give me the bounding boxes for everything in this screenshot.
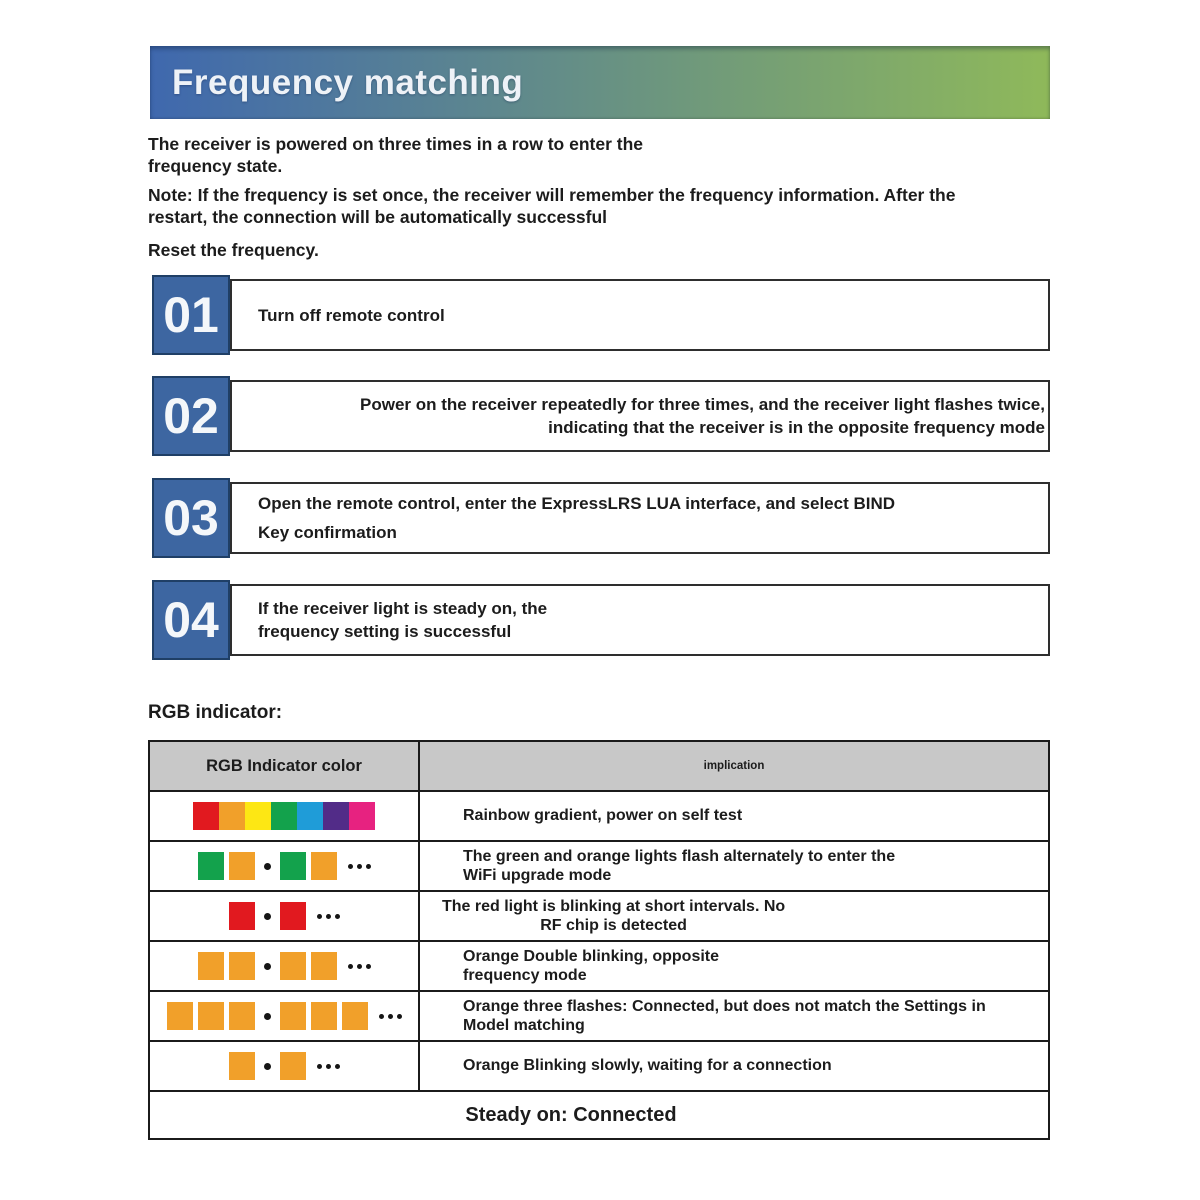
repeat-ellipsis-icon (348, 864, 371, 869)
swatch-yellow (245, 802, 271, 830)
swatch-green (271, 802, 297, 830)
implication-line: Orange three flashes: Connected, but does not match the Settings in (463, 997, 986, 1015)
indicator-row-6 (150, 1042, 1048, 1092)
implication-text (463, 806, 1048, 826)
repeat-ellipsis-icon (317, 914, 340, 919)
step-text-box (230, 380, 1050, 452)
step-text (232, 489, 1048, 547)
column-header-implication: implication (703, 760, 765, 772)
blink-pause-dot-icon (264, 963, 271, 970)
blink-pause-dot-icon (264, 1063, 271, 1070)
implication-line: RF chip is detected (540, 917, 687, 934)
implication-line: frequency mode (463, 967, 587, 984)
swatch-orange (311, 1002, 337, 1030)
swatch-group (280, 952, 337, 980)
step-line: frequency setting is successful (258, 622, 512, 641)
implication-cell (420, 992, 1048, 1040)
repeat-ellipsis-icon (317, 1064, 340, 1069)
step-01 (148, 275, 1050, 355)
indicator-pattern-cell (150, 792, 420, 840)
step-04 (148, 580, 1050, 660)
note-line-2: restart, the connection will be automatically successful (148, 207, 608, 227)
blink-pause-dot-icon (264, 913, 271, 920)
implication-text (463, 997, 1048, 1036)
step-number-02: 02 (152, 376, 230, 456)
swatch-orange (311, 852, 337, 880)
implication-text (463, 1056, 1048, 1076)
table-body (150, 792, 1048, 1092)
swatch-group (198, 852, 255, 880)
blink-pause-dot-icon (264, 1013, 271, 1020)
step-number-01: 01 (152, 275, 230, 355)
indicator-pattern-cell (150, 942, 420, 990)
implication-cell (420, 942, 1048, 990)
indicator-row-1 (150, 792, 1048, 842)
swatch-orange (311, 952, 337, 980)
intro-paragraph (148, 133, 1050, 177)
implication-line: WiFi upgrade mode (463, 867, 612, 884)
intro-line-2: frequency state. (148, 156, 283, 176)
swatch-orange (280, 952, 306, 980)
rgb-indicator-table (148, 740, 1050, 1140)
title-banner (150, 46, 1050, 119)
step-text-box (230, 482, 1050, 554)
swatch-green (198, 852, 224, 880)
step-text-box (230, 279, 1050, 351)
implication-text (463, 947, 1048, 986)
swatch-red (280, 902, 306, 930)
page-title: Frequency matching (172, 62, 524, 102)
intro-line-1: The receiver is powered on three times in a row to enter the (148, 134, 643, 154)
swatch-orange (198, 1002, 224, 1030)
swatch-orange (229, 852, 255, 880)
swatch-orange (219, 802, 245, 830)
reset-frequency-line: Reset the frequency. (148, 240, 319, 260)
swatch-group (280, 1052, 306, 1080)
step-text-box (230, 584, 1050, 656)
steady-on-footer: Steady on: Connected (465, 1103, 677, 1126)
blink-pause-dot-icon (264, 863, 271, 870)
implication-line: Orange Double blinking, opposite (463, 947, 720, 965)
repeat-ellipsis-icon (348, 964, 371, 969)
swatch-group (229, 902, 255, 930)
intro-section (148, 133, 1050, 261)
swatch-orange (198, 952, 224, 980)
indicator-pattern-cell (150, 842, 420, 890)
swatch-orange (229, 952, 255, 980)
step-line: indicating that the receiver is in the opposite frequency mode (548, 418, 1045, 437)
steps-section (148, 275, 1050, 665)
swatch-green (280, 852, 306, 880)
rgb-indicator-label: RGB indicator: (148, 702, 283, 723)
swatch-blue (297, 802, 323, 830)
swatch-orange (342, 1002, 368, 1030)
indicator-pattern-cell (150, 1042, 420, 1090)
implication-line: The red light is blinking at short intervals. No (442, 897, 786, 915)
swatch-group (280, 852, 337, 880)
table-header-row (150, 742, 1048, 792)
step-text (232, 597, 1048, 643)
step-text (232, 393, 1048, 439)
repeat-ellipsis-icon (379, 1014, 402, 1019)
indicator-row-5 (150, 992, 1048, 1042)
indicator-row-3 (150, 892, 1048, 942)
swatch-group (167, 1002, 255, 1030)
implication-line: The green and orange lights flash alternately to enter the (463, 847, 896, 865)
swatch-group (198, 952, 255, 980)
swatch-red (193, 802, 219, 830)
step-line: Open the remote control, enter the ExpressLRS LUA interface, and select BIND (258, 494, 896, 513)
swatch-red (229, 902, 255, 930)
indicator-pattern-cell (150, 992, 420, 1040)
column-header-indicator-color: RGB Indicator color (150, 742, 420, 790)
step-03 (148, 478, 1050, 558)
swatch-group (229, 1052, 255, 1080)
implication-cell (420, 1042, 1048, 1090)
note-paragraph (148, 184, 1050, 228)
swatch-magenta (349, 802, 375, 830)
implication-line: Rainbow gradient, power on self test (463, 807, 743, 825)
swatch-group (280, 1002, 368, 1030)
swatch-orange (280, 1052, 306, 1080)
swatch-group (193, 802, 375, 830)
implication-text (442, 897, 785, 936)
swatch-orange (167, 1002, 193, 1030)
step-number-03: 03 (152, 478, 230, 558)
implication-cell (420, 892, 1048, 940)
step-text (232, 304, 1048, 327)
swatch-group (280, 902, 306, 930)
indicator-row-2 (150, 842, 1048, 892)
step-02 (148, 376, 1050, 456)
step-line: Turn off remote control (258, 305, 445, 325)
swatch-orange (229, 1002, 255, 1030)
implication-cell (420, 792, 1048, 840)
step-line: Key confirmation (258, 523, 397, 542)
step-number-04: 04 (152, 580, 230, 660)
step-line: If the receiver light is steady on, the (258, 599, 548, 618)
indicator-row-4 (150, 942, 1048, 992)
note-line-1: Note: If the frequency is set once, the receiver will remember the frequency information. After the (148, 185, 956, 205)
step-line: Power on the receiver repeatedly for three times, and the receiver light flashes twice, (360, 395, 1045, 414)
swatch-purple (323, 802, 349, 830)
swatch-orange (280, 1002, 306, 1030)
implication-line: Orange Blinking slowly, waiting for a connection (463, 1057, 832, 1075)
implication-line: Model matching (463, 1017, 585, 1034)
swatch-orange (229, 1052, 255, 1080)
implication-text (463, 847, 1048, 886)
implication-cell (420, 842, 1048, 890)
indicator-pattern-cell (150, 892, 420, 940)
